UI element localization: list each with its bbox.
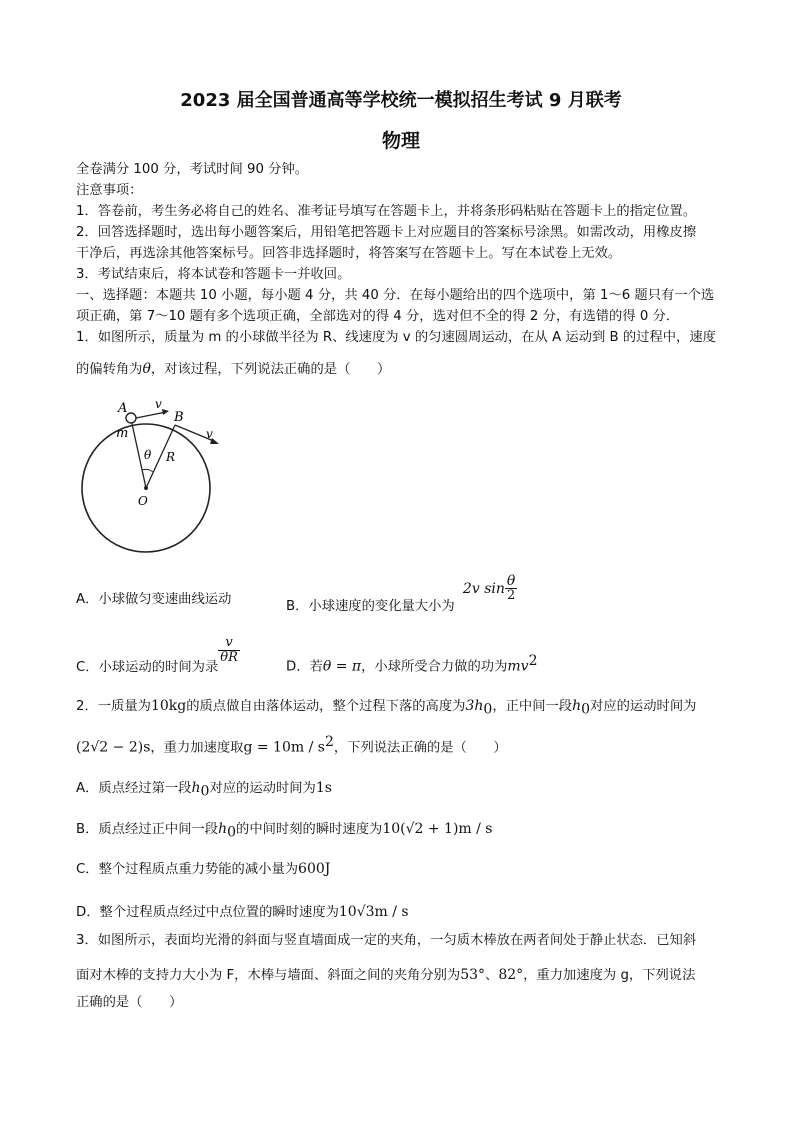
q2-height: 3h	[465, 698, 484, 714]
q1-stem-2a: 的偏转角为	[76, 362, 143, 377]
notice-title: 注意事项：	[76, 183, 143, 198]
q2-option-c-val: 600J	[298, 861, 331, 877]
q2-option-b-h: h	[218, 821, 228, 837]
score-time-line: 全卷满分 100 分，考试时间 90 分钟。	[76, 162, 309, 177]
q3-stem-3: 正确的是（ ）	[76, 995, 183, 1010]
q2-option-b-val: 10(√2 + 1)m / s	[382, 821, 493, 837]
section1-line2: 项正确，第 7～10 题有多个选项正确，全部选对的得 4 分，选对但不全的得 2 分，有选错的得 0 分．	[76, 309, 680, 324]
label-theta: θ	[144, 448, 152, 462]
q3-stem-1: 3．如图所示，表面均光滑的斜面与竖直墙面成一定的夹角，一匀质木棒放在两者间处于静止状态．已知斜	[76, 933, 697, 948]
q2-option-a-text: A．质点经过第一段	[76, 781, 192, 796]
q1-option-d-math: θ = π	[322, 658, 362, 675]
q2-stem-1c: ，正中间一段	[492, 699, 573, 714]
q3-stem-2	[76, 966, 695, 985]
q2-stem-1b: 的质点做自由落体运动，整个过程下落的高度为	[186, 699, 466, 714]
q1-option-c	[76, 632, 240, 674]
q2-stem-2b: ，下列说法正确的是（ ）	[333, 740, 507, 756]
q2-option-a-h: h	[191, 780, 201, 796]
center-O	[144, 486, 148, 490]
label-m: m	[116, 426, 129, 441]
q2-option-d-text: D．整个过程质点经过中点位置的瞬时速度为	[76, 905, 339, 920]
q2-option-a-val: 1s	[315, 780, 332, 796]
notice-3: 3．考试结束后，将本试卷和答题卡一并收回。	[76, 267, 351, 282]
q2-stem-1	[76, 697, 696, 719]
q1-circle-diagram	[76, 390, 226, 560]
q1-stem-1: 1．如图所示，质量为 m 的小球做半径为 R、线速度为 v 的匀速圆周运动，在从 A 运动到 B 的过程中，速度	[76, 330, 716, 345]
q3-angle-1: 53°	[460, 967, 486, 983]
label-A: A	[118, 401, 128, 416]
subject-title: 物理	[381, 130, 420, 152]
q2-gravity: g = 10m / s	[243, 739, 325, 756]
q2-option-b-text2: 的中间时刻的瞬时速度为	[236, 822, 383, 837]
q2-option-c-text: C．整个过程质点重力势能的减小量为	[76, 862, 299, 877]
q1-option-b-text: B．小球速度的变化量大小为	[286, 598, 455, 614]
q2-option-a-sub: 0	[200, 783, 210, 800]
section1-line1: 一、选择题：本题共 10 小题，每小题 4 分，共 40 分．在每小题给出的四个选项中，第 1～6 题只有一个选	[76, 288, 715, 303]
angle-arc	[142, 469, 153, 472]
q2-gravity-sup: 2	[324, 734, 334, 750]
q1-option-b-frac	[505, 574, 517, 603]
q2-h0-sub: 0	[581, 701, 591, 718]
velocity-A-arrow	[136, 412, 166, 418]
q1-option-d	[286, 652, 537, 676]
label-B: B	[174, 410, 184, 425]
q2-mass: 10kg	[150, 698, 187, 714]
label-v2: v	[206, 427, 213, 441]
q2-option-b-text: B．质点经过正中间一段	[76, 822, 219, 837]
q1-option-d-text: D．若	[286, 659, 323, 675]
q2-option-d-val: 10√3m / s	[338, 904, 409, 920]
q3-separator: 、	[485, 968, 499, 983]
notice-2a: 2．回答选择题时，选出每小题答案后，用铅笔把答题卡上对应题目的答案标号涂黑。如需改动，用橡皮擦	[76, 225, 697, 240]
q1-option-c-text: C．小球运动的时间为录	[76, 659, 219, 675]
q2-option-c	[76, 860, 330, 879]
q1-option-a: A．小球做匀变速曲线运动	[76, 592, 232, 607]
q1-stem-2	[76, 360, 390, 379]
q3-angle-2: 82°	[498, 967, 524, 983]
q2-option-b	[76, 820, 493, 842]
frac-den: θR	[220, 650, 238, 665]
q1-theta: θ	[142, 361, 151, 377]
q1-option-d-math2: mv	[507, 658, 529, 675]
label-O: O	[138, 494, 148, 508]
q2-option-d	[76, 903, 409, 922]
frac-den: 2	[506, 588, 516, 603]
q2-h0: h	[572, 698, 582, 714]
q1-option-c-frac	[218, 636, 240, 665]
q2-height-sub: 0	[483, 701, 493, 718]
q1-option-b-2vsin: 2v sin	[462, 580, 505, 597]
frac-num: v	[218, 636, 240, 651]
q3-stem-2a: 面对木棒的支持力大小为 F，木棒与墙面、斜面之间的夹角分别为	[76, 968, 461, 983]
q2-time: (2√2 − 2)s	[76, 739, 151, 756]
q2-stem-1a: 2．一质量为	[76, 699, 151, 714]
q2-stem-1d: 对应的运动时间为	[590, 699, 697, 714]
q2-stem-2	[76, 733, 507, 757]
q1-option-d-text2: ，小球所受合力做的功为	[361, 659, 508, 675]
frac-num: θ	[506, 573, 516, 589]
q2-option-a	[76, 779, 332, 801]
label-R: R	[166, 450, 176, 464]
q2-option-a-text2: 对应的运动时间为	[209, 781, 316, 796]
exam-title: 2023 届全国普通高等学校统一模拟招生考试 9 月联考	[180, 90, 622, 111]
q2-option-b-sub: 0	[227, 824, 237, 841]
velocity-A-head	[162, 409, 169, 415]
q1-option-d-sup: 2	[528, 653, 538, 669]
q1-stem-2b: ，对该过程，下列说法正确的是（ ）	[150, 362, 391, 377]
notice-2b: 干净后，再选涂其他答案标号。回答非选择题时，将答案写在答题卡上。写在本试卷上无效。	[76, 246, 622, 261]
label-v1: v	[155, 397, 162, 411]
notice-1: 1．答卷前，考生务必将自己的姓名、准考证号填写在答题卡上，并将条形码粘贴在答题卡上的指定位置。	[76, 204, 697, 219]
q2-stem-2a: ，重力加速度取	[150, 740, 244, 756]
q3-stem-2b: ，重力加速度为 g，下列说法	[523, 968, 696, 983]
q1-option-b	[286, 572, 517, 612]
q1-option-b-math	[462, 573, 517, 603]
ball-m	[126, 413, 136, 423]
